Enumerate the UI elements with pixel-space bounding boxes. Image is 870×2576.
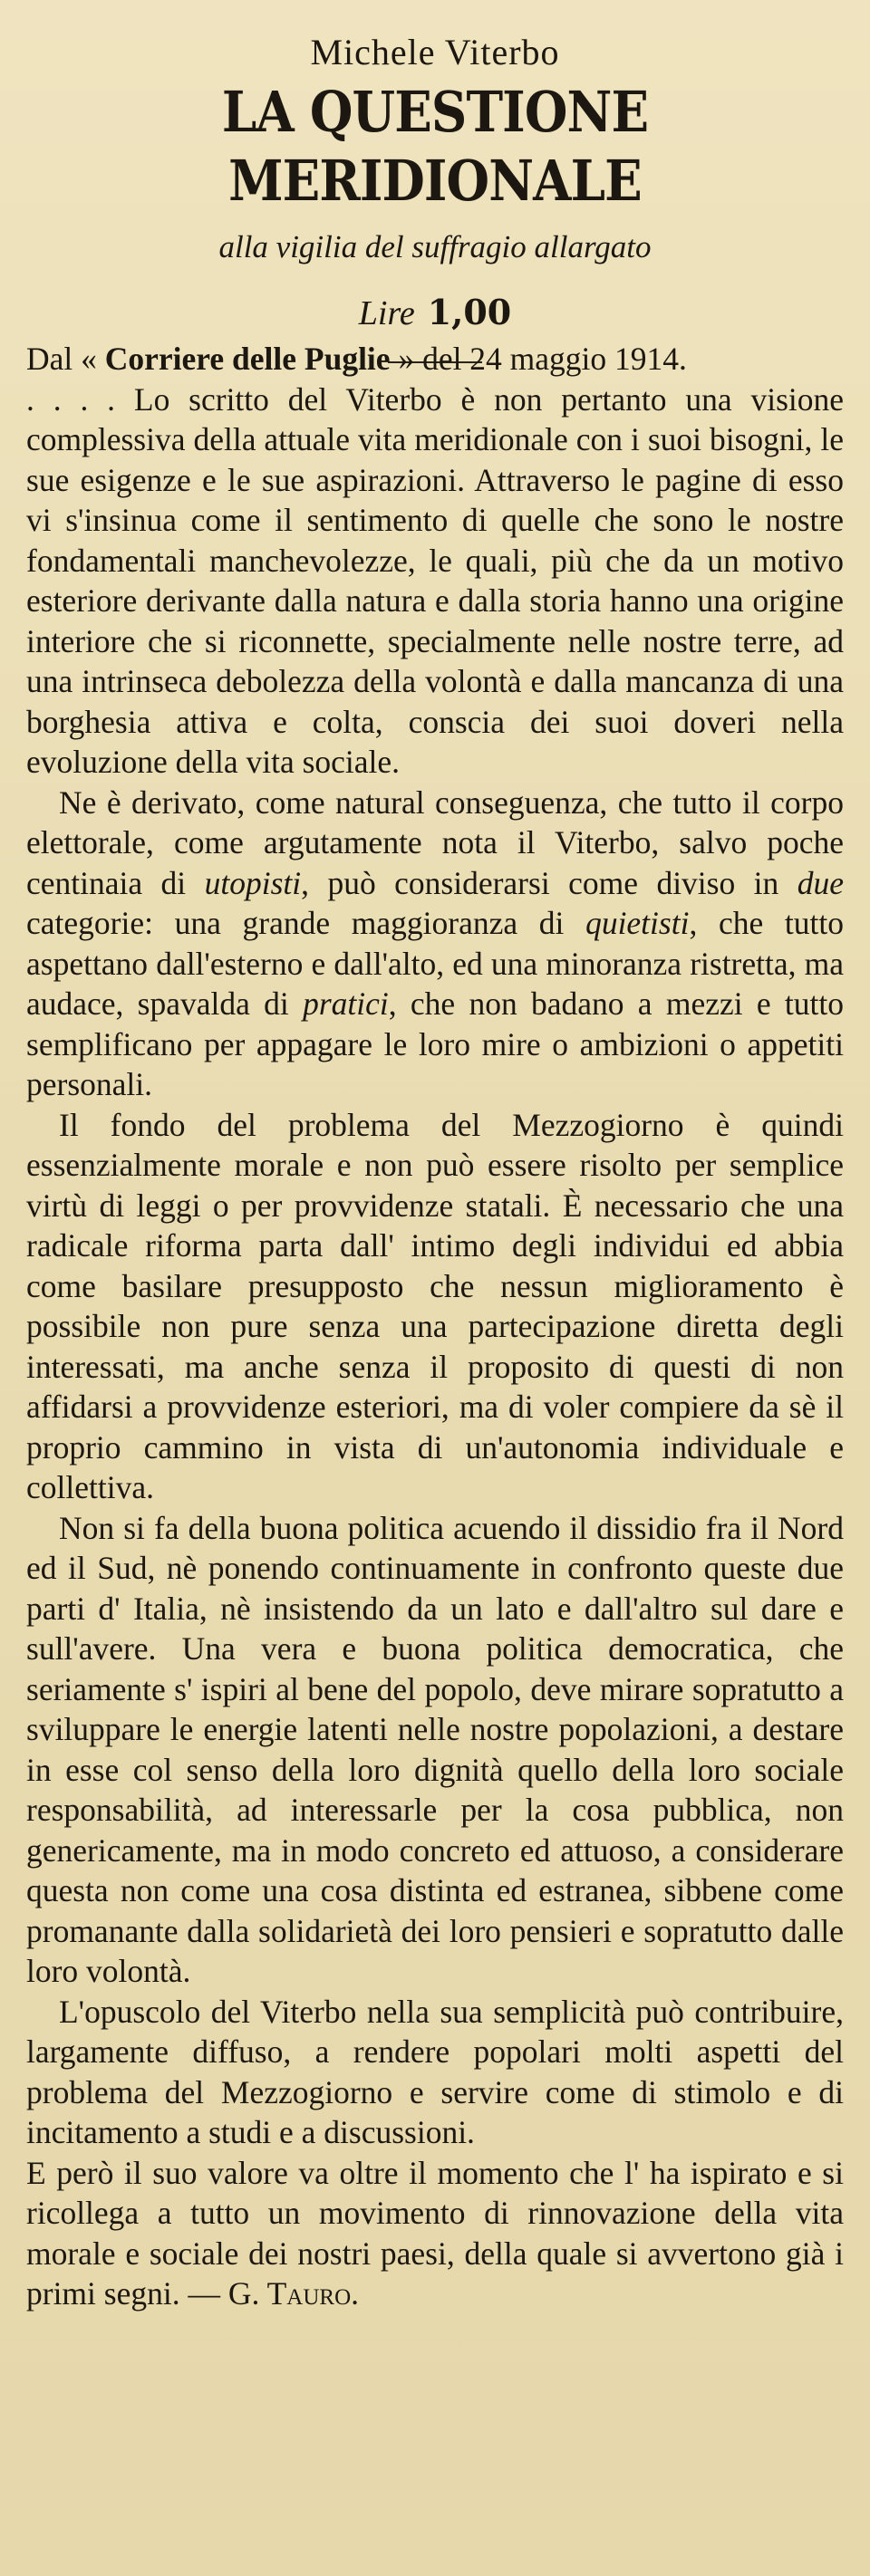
review-source <box>26 339 844 380</box>
source-newspaper: Corriere delle Puglie <box>104 341 391 377</box>
book-subtitle: alla vigilia del suffragio allargato <box>218 229 652 264</box>
author-signature: G. Tauro. <box>227 2275 360 2312</box>
paragraph-2-part-a: Ne è derivato, come natural conseguenza, che tutto il corpo elettorale, come argutamente nota il Viterbo, salvo poche centinaia di <box>26 783 844 901</box>
book-advertisement <box>0 0 870 363</box>
paragraph-1: . . . . Lo scritto del Viterbo è non pertanto una visione complessiva della attuale vita meridionale con i suoi bisogni, le sue esigenze e le sue aspirazioni. Attraverso le pagine di esso vi s'insinua come il sentimento di quelle che sono le nostre fondamentali manchevolezze, le quali, più che da un motivo esteriore derivante dalla natura e dalla storia hanno una origine interiore che si riconnette, specialmente nelle nostre terre, ad una intrinseca debolezza della volontà e dalla mancanza di una borghesia attiva e colta, conscia dei suoi doveri nella evoluzione della vita sociale. <box>26 380 844 780</box>
book-title: LA QUESTIONE MERIDIONALE <box>221 79 649 214</box>
paragraph-6 <box>26 2153 844 2314</box>
paragraph-2-part-d: , che tutto aspettano dall'esterno e dall'alto, ed una minoranza ristretta, ma audace, spavalda di <box>26 905 845 1022</box>
paragraph-2-part-e: , che non badano a mezzi e tutto semplificano per appagare le loro mire o ambizioni o appetiti personali. <box>26 985 845 1102</box>
author-name: Michele Viterbo <box>310 32 560 72</box>
paragraph-2-part-b: , può considerarsi come diviso in <box>301 864 779 901</box>
price-value: 1,00 <box>427 292 512 332</box>
source-prefix: Dal « <box>26 341 97 377</box>
review-text <box>26 339 844 2314</box>
paragraph-4: Non si fa della buona politica acuendo il dissidio fra il Nord ed il Sud, nè ponendo continuamente in confronto queste due parti d' Italia, nè insistendo da un lato e dall'altro sul dare e sull'avere. Una vera e buona politica democratica, che seriamente s' ispiri al bene del popolo, deve mirare sopratutto a sviluppare le energie latenti nelle nostre popolazioni, a destare in esse col senso della loro dignità quello della loro sociale responsabilità, ad interessarle per la cosa pubblica, non genericamente, ma in modo concreto ed attuoso, a considerare questa non come una cosa distinta ed estranea, sibbene come promanante dalla solidarietà dei loro pensieri e sopratutto dalle loro volontà. <box>26 1509 844 1989</box>
source-date: » del 24 maggio 1914. <box>398 341 687 377</box>
paragraph-6-text: E però il suo valore va oltre il momento che l' ha ispirato e si ricollega a tutto un movimento di rinnovazione della vita morale e sociale dei nostri paesi, della quale si avvertono già i primi segni. — <box>26 2154 844 2312</box>
paragraph-5: L'opuscolo del Viterbo nella sua semplicità può contribuire, largamente diffuso, a rendere popolari molti aspetti del problema del Mezzogiorno e servire come di stimolo e di incitamento a studi e a discussioni. <box>26 1993 844 2150</box>
term-pratici: pratici <box>303 985 389 1022</box>
price-label: Lire <box>358 294 415 332</box>
paragraph-2 <box>26 783 844 1105</box>
paragraph-3: Il fondo del problema del Mezzogiorno è quindi essenzialmente morale e non può essere risolto per semplice virtù di leggi o per provvidenze statali. È necessario che una radicale riforma parta dall' intimo degli individui ed abbia come basilare presupposto che nessun miglioramento è possibile non pure senza una partecipazione diretta degli interessati, ma anche senza il proposito di questi di non affidarsi a provvidenze esteriori, ma di voler compiere da sè il proprio cammino in vista di un'autonomia individuale e collettiva. <box>26 1106 844 1505</box>
term-utopisti: utopisti <box>204 864 302 901</box>
term-due: due <box>797 864 845 901</box>
paragraph-2-part-c: categorie: una grande maggioranza di <box>26 905 565 941</box>
term-quietisti: quietisti <box>585 905 690 941</box>
book-price <box>0 292 870 334</box>
